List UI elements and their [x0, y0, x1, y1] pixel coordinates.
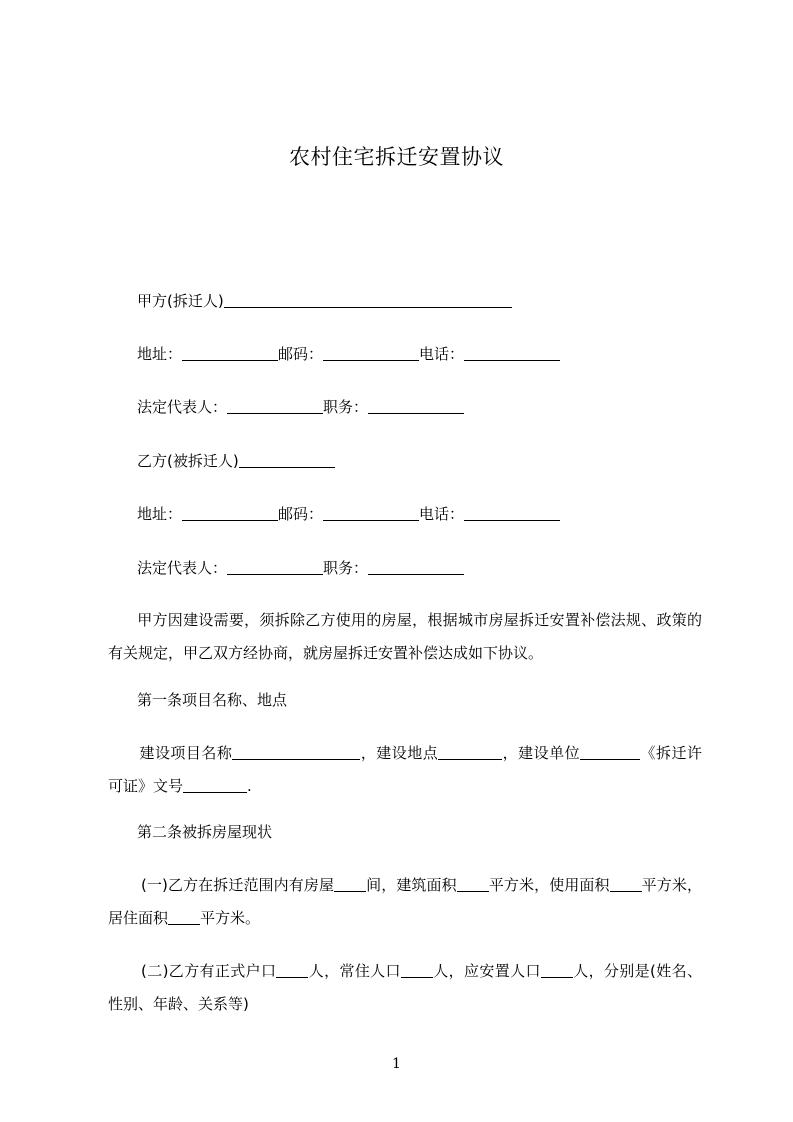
party-b-legal-rep-field[interactable] [227, 559, 323, 575]
party-a-position-field[interactable] [368, 398, 464, 414]
party-b-phone-field[interactable] [464, 505, 560, 521]
item-1-text-5: 平方米。 [200, 909, 261, 927]
permit-number-field[interactable] [183, 777, 247, 793]
party-b-legal-rep-label: 法定代表人： [137, 559, 228, 577]
article-1-unit-label: ，建设单位 [502, 744, 581, 762]
article-2-item-1 [108, 869, 702, 935]
party-a-contact-line [137, 344, 560, 364]
party-a-label: 甲方(拆迁人) [137, 292, 224, 310]
party-b-line [137, 451, 335, 471]
party-b-address-label: 地址： [137, 505, 183, 523]
party-a-postcode-field[interactable] [323, 345, 419, 361]
party-a-postcode-label: 邮码： [278, 345, 324, 363]
item-1-text-1: (一)乙方在拆迁范围内有房屋 [141, 876, 335, 894]
party-b-postcode-label: 邮码： [278, 505, 324, 523]
party-a-line [137, 291, 512, 311]
article-1-permit-label: 《拆迁许可证》文号 [108, 744, 702, 795]
permanent-residents-field[interactable] [401, 962, 433, 978]
article-1-project-name-label: 建设项目名称 [139, 744, 233, 762]
party-a-phone-field[interactable] [464, 345, 560, 361]
party-a-position-label: 职务： [323, 398, 369, 416]
item-1-text-3: 平方米，使用面积 [488, 876, 610, 894]
party-b-position-field[interactable] [368, 559, 464, 575]
article-1-heading: 第一条项目名称、地点 [137, 691, 288, 709]
party-b-contact-line [137, 504, 560, 524]
party-a-legal-rep-field[interactable] [227, 398, 323, 414]
construction-site-field[interactable] [438, 744, 502, 760]
party-a-phone-label: 电话： [419, 345, 465, 363]
party-b-address-field[interactable] [182, 505, 278, 521]
item-2-text-3: 人，应安置人口 [432, 962, 541, 980]
party-b-rep-line [137, 558, 464, 578]
usable-area-field[interactable] [610, 876, 642, 892]
article-2-item-2 [108, 955, 702, 1021]
living-area-field[interactable] [168, 909, 200, 925]
building-area-field[interactable] [457, 876, 489, 892]
article-1-end: . [247, 777, 252, 795]
item-1-text-4: 平方米，居住面积 [108, 876, 702, 927]
party-a-rep-line [137, 397, 464, 417]
item-2-text-2: 人，常住人口 [308, 962, 401, 980]
intro-paragraph [108, 604, 702, 670]
construction-unit-field[interactable] [580, 744, 640, 760]
party-a-name-field[interactable] [224, 292, 512, 308]
item-1-text-2: 间，建筑面积 [366, 876, 457, 894]
party-b-postcode-field[interactable] [323, 505, 419, 521]
party-b-position-label: 职务： [323, 559, 369, 577]
party-b-name-field[interactable] [239, 452, 335, 468]
party-a-address-field[interactable] [182, 345, 278, 361]
item-2-text-4: 人，分别是(姓名、性别、年龄、关系等) [108, 962, 702, 1013]
article-1-body [108, 737, 702, 803]
party-a-legal-rep-label: 法定代表人： [137, 398, 228, 416]
page-number: 1 [392, 1056, 401, 1072]
item-2-text-1: (二)乙方有正式户口 [141, 962, 277, 980]
party-b-phone-label: 电话： [419, 505, 465, 523]
document-title: 农村住宅拆迁安置协议 [289, 145, 504, 169]
party-a-address-label: 地址： [137, 345, 183, 363]
project-name-field[interactable] [232, 744, 360, 760]
room-count-field[interactable] [334, 876, 366, 892]
party-b-label: 乙方(被拆迁人) [137, 452, 239, 470]
article-1-site-label: ，建设地点 [360, 744, 439, 762]
intro-text: 甲方因建设需要，须拆除乙方使用的房屋，根据城市房屋拆迁安置补偿法规、政策的有关规定，甲乙双方经协商，就房屋拆迁安置补偿达成如下协议。 [108, 611, 702, 662]
article-2-heading: 第二条被拆房屋现状 [137, 823, 273, 841]
registered-residents-field[interactable] [276, 962, 308, 978]
resettlement-count-field[interactable] [541, 962, 573, 978]
